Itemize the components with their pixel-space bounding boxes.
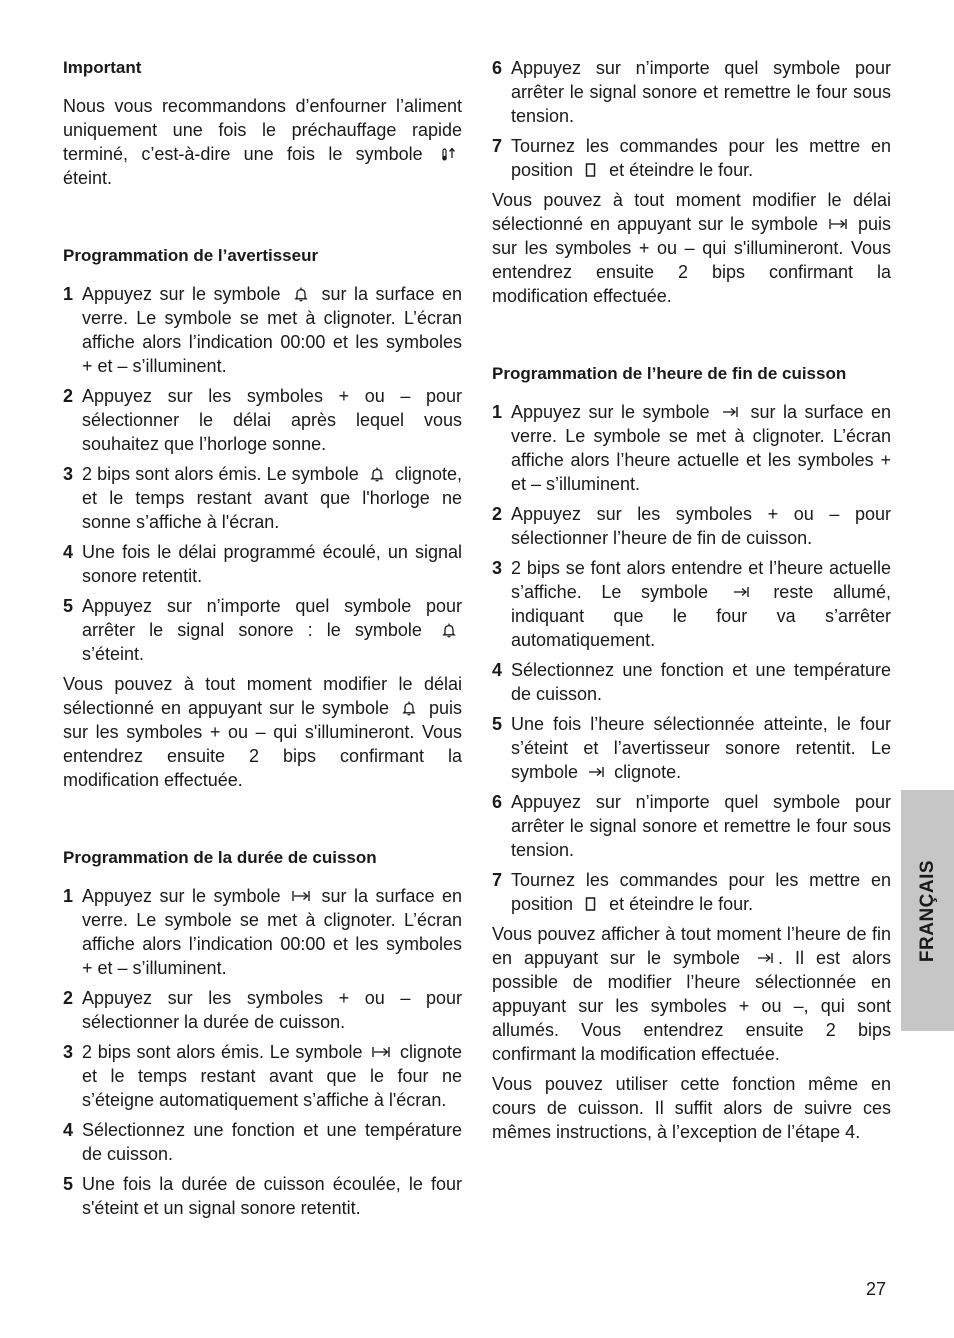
list-item: 4 Sélectionnez une fonction et une température de cuisson.	[63, 1120, 462, 1164]
language-tab-label: FRANÇAIS	[916, 859, 938, 962]
off-position-icon	[580, 162, 602, 178]
end-time-icon	[585, 764, 607, 780]
duree-steps-continued	[492, 56, 891, 182]
list-item: 7 Tournez les commandes pour les mettre en position et éteindre le four.	[492, 136, 891, 180]
list-item: 5 Appuyez sur n’importe quel symbole pour arrêter le signal sonore : le symbole s’éteint.	[63, 596, 462, 664]
duree-steps	[63, 884, 462, 1220]
end-time-icon	[754, 950, 776, 966]
rapid-preheat-icon	[438, 146, 460, 162]
list-item: 2 Appuyez sur les symboles + ou – pour sélectionner le délai après lequel vous souhaitez que l’horloge sonne.	[63, 386, 462, 454]
list-item: 5 Une fois l’heure sélectionnée atteinte, le four s’éteint et l’avertisseur sonore retentit. Le symbole clignote.	[492, 714, 891, 782]
bell-icon	[398, 700, 420, 716]
avertisseur-note: Vous pouvez à tout moment modifier le délai sélectionné en appuyant sur le symbole puis sur les symboles + ou – qui s'illumineront. Vous entendrez ensuite 2 bips confirmant la modification effectuée.	[63, 674, 462, 790]
left-column	[63, 56, 462, 1226]
duree-heading: Programmation de la durée de cuisson	[63, 848, 377, 867]
end-time-icon	[730, 584, 752, 600]
important-text: Nous vous recommandons d’enfourner l’aliment uniquement une fois le préchauffage rapide terminé, c’est-à-dire une fois le symbole éteint.	[63, 96, 462, 188]
right-column	[492, 56, 891, 1150]
off-position-icon	[580, 896, 602, 912]
fin-note-2: Vous pouvez utiliser cette fonction même en cours de cuisson. Il suffit alors de suivre ces mêmes instructions, à l’exception de l’étape 4.	[492, 1074, 891, 1142]
bell-icon	[290, 286, 312, 302]
list-item: 1 Appuyez sur le symbole sur la surface en verre. Le symbole se met à clignoter. L’écran affiche alors l’heure actuelle et les symboles + et – s’illuminent.	[492, 402, 891, 494]
cooking-duration-icon	[370, 1044, 392, 1060]
list-item: 4 Sélectionnez une fonction et une température de cuisson.	[492, 660, 891, 704]
fin-steps	[492, 400, 891, 916]
list-item: 3 2 bips se font alors entendre et l’heure actuelle s’affiche. Le symbole reste allumé, indiquant que le four va s’arrêter automatiquement.	[492, 558, 891, 650]
list-item: 5 Une fois la durée de cuisson écoulée, le four s'éteint et un signal sonore retentit.	[63, 1174, 462, 1218]
end-time-icon	[719, 404, 741, 420]
avertisseur-steps	[63, 282, 462, 666]
list-item: 3 2 bips sont alors émis. Le symbole clignote, et le temps restant avant que l'horloge ne sonne s’affiche à l'écran.	[63, 464, 462, 532]
cooking-duration-icon	[827, 216, 849, 232]
list-item: 6 Appuyez sur n’importe quel symbole pour arrêter le signal sonore et remettre le four sous tension.	[492, 58, 891, 126]
list-item: 2 Appuyez sur les symboles + ou – pour sélectionner l’heure de fin de cuisson.	[492, 504, 891, 548]
list-item: 1 Appuyez sur le symbole sur la surface en verre. Le symbole se met à clignoter. L’écran affiche alors l’indication 00:00 et les symboles + et – s’illuminent.	[63, 284, 462, 376]
list-item: 7 Tournez les commandes pour les mettre en position et éteindre le four.	[492, 870, 891, 914]
list-item: 2 Appuyez sur les symboles + ou – pour sélectionner la durée de cuisson.	[63, 988, 462, 1032]
bell-icon	[438, 622, 460, 638]
duree-note: Vous pouvez à tout moment modifier le délai sélectionné en appuyant sur le symbole puis sur les symboles + ou – qui s'illumineront. Vous entendrez ensuite 2 bips confirmant la modification effectuée.	[492, 190, 891, 306]
list-item: 3 2 bips sont alors émis. Le symbole clignote et le temps restant avant que le four ne s’éteigne automatiquement s’affiche à l'écran.	[63, 1042, 462, 1110]
fin-note-1: Vous pouvez afficher à tout moment l’heure de fin en appuyant sur le symbole . Il est alors possible de modifier l’heure sélectionnée en appuyant sur les symboles + ou –, qui sont allumés. Vous entendrez ensuite 2 bips confirmant la modification effectuée.	[492, 924, 891, 1064]
bell-icon	[366, 466, 388, 482]
language-tab	[901, 790, 954, 1031]
page-number: 27	[866, 1279, 887, 1299]
list-item: 4 Une fois le délai programmé écoulé, un signal sonore retentit.	[63, 542, 462, 586]
list-item: 1 Appuyez sur le symbole sur la surface en verre. Le symbole se met à clignoter. L’écran affiche alors l’indication 00:00 et les symboles + et – s’illuminent.	[63, 886, 462, 978]
list-item: 6 Appuyez sur n’importe quel symbole pour arrêter le signal sonore et remettre le four sous tension.	[492, 792, 891, 860]
fin-heading: Programmation de l’heure de fin de cuisson	[492, 364, 847, 383]
important-heading: Important	[63, 58, 142, 77]
cooking-duration-icon	[290, 888, 312, 904]
avertisseur-heading: Programmation de l’avertisseur	[63, 246, 319, 265]
